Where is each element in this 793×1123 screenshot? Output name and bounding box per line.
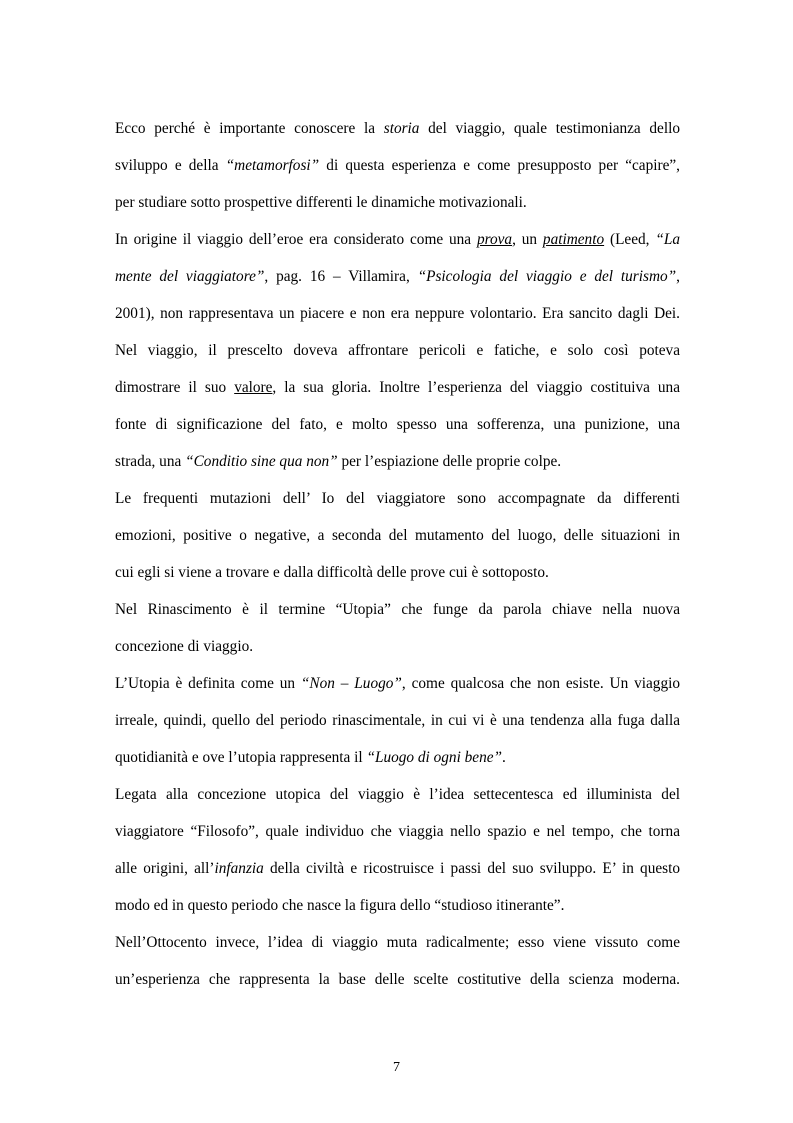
text-segment: , pag. 16 – Villamira, (264, 268, 418, 285)
text-segment: , un (512, 231, 543, 248)
text-segment: Ecco perché è importante conoscere la (115, 120, 384, 137)
text-line (115, 110, 680, 147)
text-segment: In origine il viaggio dell’eroe era considerato come una (115, 231, 477, 248)
text-segment: patimento (542, 231, 605, 248)
text-segment: cui egli si viene a trovare e dalla difficoltà delle prove cui è sottoposto. (115, 564, 549, 581)
text-line (115, 147, 680, 184)
text-segment: mente del viaggiatore” (115, 268, 265, 285)
text-line (115, 961, 680, 998)
text-segment: “Conditio sine qua non” (185, 453, 338, 470)
text-segment: concezione di viaggio. (115, 638, 254, 655)
text-line (115, 665, 680, 702)
text-segment: , come qualcosa che non esiste. Un viaggio (401, 675, 680, 692)
text-segment: (Leed, (604, 231, 656, 248)
text-line (115, 850, 680, 887)
text-line (115, 443, 680, 480)
document-body (115, 110, 680, 998)
text-segment: , (676, 268, 680, 285)
text-segment: di questa esperienza e come presupposto per “capire”, (319, 157, 680, 174)
text-segment: infanzia (214, 860, 264, 877)
text-line (115, 221, 680, 258)
text-segment: Nel Rinascimento è il termine “Utopia” che funge da parola chiave nella nuova (115, 601, 680, 618)
text-line (115, 332, 680, 369)
text-segment: Le frequenti mutazioni dell’ Io del viaggiatore sono accompagnate da differenti (115, 490, 680, 507)
text-segment: sviluppo e della (115, 157, 226, 174)
text-segment: L’Utopia è definita come un (115, 675, 301, 692)
text-line (115, 554, 680, 591)
text-line (115, 739, 680, 776)
text-line (115, 628, 680, 665)
text-segment: storia (383, 120, 420, 137)
text-segment: modo ed in questo periodo che nasce la figura dello “studioso itinerante”. (115, 897, 565, 914)
text-line (115, 369, 680, 406)
text-line (115, 702, 680, 739)
text-segment: Legata alla concezione utopica del viaggio è l’idea settecentesca ed illuminista del (115, 786, 680, 803)
text-segment: dimostrare il suo (115, 379, 235, 396)
text-segment: prova (476, 231, 513, 248)
text-segment: per l’espiazione delle proprie colpe. (337, 453, 562, 470)
text-line (115, 258, 680, 295)
text-segment: “Non – Luogo” (300, 675, 402, 692)
text-line (115, 924, 680, 961)
text-segment: “La (655, 231, 680, 248)
text-segment: un’esperienza che rappresenta la base delle scelte costitutive della scienza moderna. (115, 971, 680, 988)
text-segment: “Psicologia del viaggio e del turismo” (417, 268, 677, 285)
text-line (115, 406, 680, 443)
text-segment: strada, una (115, 453, 186, 470)
text-segment: della civiltà e ricostruisce i passi del suo sviluppo. E’ in questo (263, 860, 680, 877)
text-segment: Nel viaggio, il prescelto doveva affrontare pericoli e fatiche, e solo così poteva (115, 342, 680, 359)
text-segment: “metamorfosi” (225, 157, 320, 174)
text-line (115, 295, 680, 332)
text-line (115, 776, 680, 813)
text-segment: alle origini, all’ (115, 860, 215, 877)
text-segment: . (502, 749, 506, 766)
text-segment: “Luogo di ogni bene” (366, 749, 503, 766)
text-segment: emozioni, positive o negative, a seconda del mutamento del luogo, delle situazioni in (115, 527, 680, 544)
text-segment: per studiare sotto prospettive differenti le dinamiche motivazionali. (115, 194, 527, 211)
text-line (115, 887, 680, 924)
text-segment: fonte di significazione del fato, e molto spesso una sofferenza, una punizione, una (115, 416, 680, 433)
text-segment: Nell’Ottocento invece, l’idea di viaggio muta radicalmente; esso viene vissuto come (115, 934, 680, 951)
text-segment: 2001), non rappresentava un piacere e non era neppure volontario. Era sancito dagli Dei. (115, 305, 680, 322)
text-line (115, 480, 680, 517)
text-line (115, 591, 680, 628)
text-line (115, 517, 680, 554)
text-segment: irreale, quindi, quello del periodo rinascimentale, in cui vi è una tendenza alla fuga dalla (115, 712, 680, 729)
text-line (115, 184, 680, 221)
text-segment: quotidianità e ove l’utopia rappresenta il (115, 749, 367, 766)
page-number: 7 (393, 1060, 400, 1075)
text-segment: del viaggio, quale testimonianza dello (419, 120, 680, 137)
text-segment: viaggiatore “Filosofo”, quale individuo che viaggia nello spazio e nel tempo, che torna (115, 823, 680, 840)
text-segment: , la sua gloria. Inoltre l’esperienza del viaggio costituiva una (272, 379, 680, 396)
text-line (115, 813, 680, 850)
text-segment: valore (234, 379, 273, 396)
